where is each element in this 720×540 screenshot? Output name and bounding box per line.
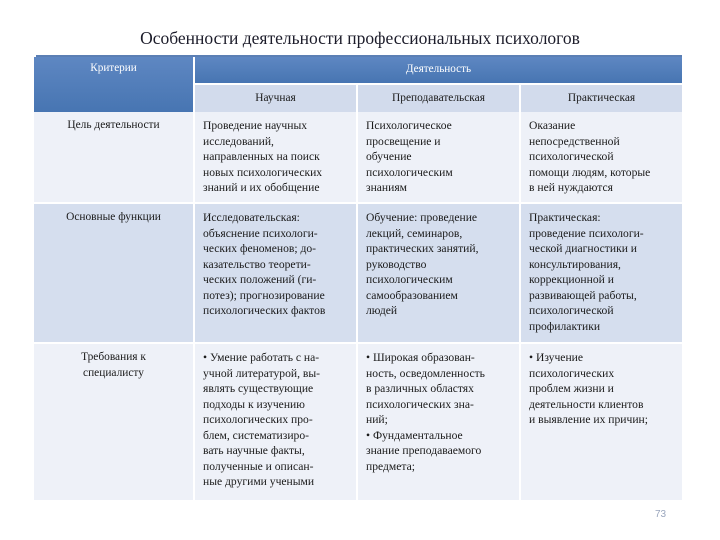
cell-functions-scientific: Исследовательская: объяснение психологи- ческих феноменов; до- казательство теорети- ческих положений (ги- потез); прогнозирование психологических фактов: [195, 204, 358, 344]
cell-functions-practical: Практическая: проведение психологи- ческой диагностики и консультирования, коррекционной и развивающей работы, психологической профилактики: [521, 204, 684, 344]
header-activity: Деятельность: [195, 57, 684, 83]
cell-goal-scientific: Проведение научных исследований, направленных на поиск новых психологических знаний и их обобщение: [195, 112, 358, 204]
cell-requirements-scientific: • Умение работать с на- учной литературой, вы- являть существующие подходы к изучению психологических про- блем, систематизиро- вать научные факты, полученные и описан- ные другими учеными: [195, 344, 358, 502]
header-practical: Практическая: [521, 83, 684, 112]
header-criteria: Критерии: [34, 57, 195, 112]
criterion-functions: Основные функции: [34, 204, 195, 344]
header-scientific: Научная: [195, 83, 358, 112]
slide-title: Особенности деятельности профессиональных психологов: [140, 28, 580, 48]
cell-requirements-teaching: • Широкая образован- ность, осведомленность в различных областях психологических зна- ний; • Фундаментальное знание преподаваемого предмета;: [358, 344, 521, 502]
cell-goal-teaching: Психологическое просвещение и обучение психологическим знаниям: [358, 112, 521, 204]
table-row: [34, 204, 684, 344]
cell-requirements-practical: • Изучение психологических проблем жизни и деятельности клиентов и выявление их причин;: [521, 344, 684, 502]
criterion-goal: Цель деятельности: [34, 112, 195, 204]
page-number: 73: [655, 509, 667, 520]
criterion-requirements: Требования к специалисту: [34, 344, 195, 502]
comparison-table: [34, 57, 684, 502]
table-row: [34, 112, 684, 204]
table-row: [34, 344, 684, 502]
cell-goal-practical: Оказание непосредственной психологической помощи людям, которые в ней нуждаются: [521, 112, 684, 204]
header-teaching: Преподавательская: [358, 83, 521, 112]
cell-functions-teaching: Обучение: проведение лекций, семинаров, практических занятий, руководство психологическим самообразованием людей: [358, 204, 521, 344]
